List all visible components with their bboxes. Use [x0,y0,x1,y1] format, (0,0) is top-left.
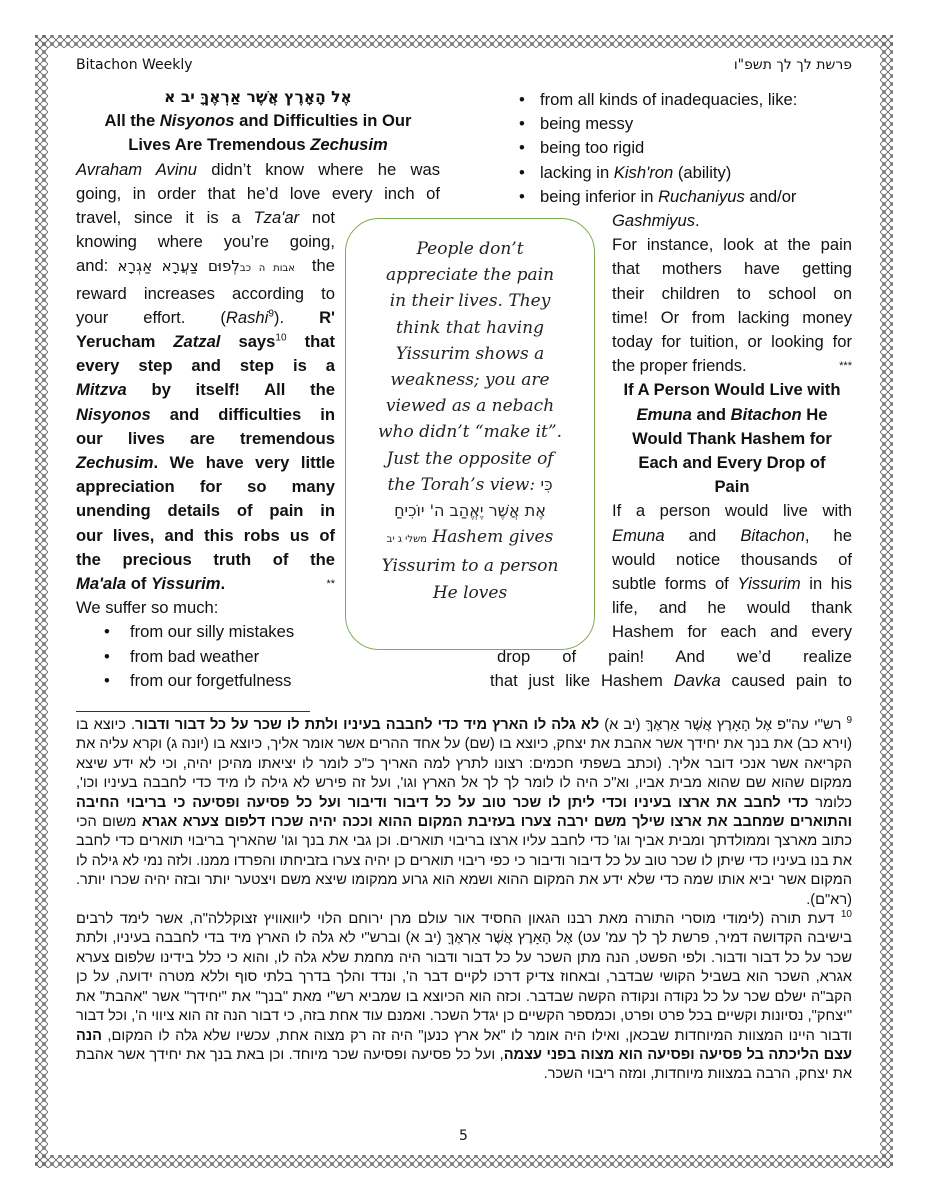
pull-quote-line: weakness; you are [390,370,550,391]
section-break-mark: *** [839,360,852,373]
text-run: Davka [673,670,721,690]
verse-heading: אֶל הָאָרֶץ אֲשֶׁר אַרְאֶךָּ יב א [164,88,352,106]
pull-quote-line: Yissurim to a person [381,556,559,577]
text-line [76,524,335,548]
bullet-item [515,185,852,209]
footnote-text: , ועל כל פסיעה ופסיעה שכר מיוחד. וכן באת בנך את יחידך אשר אהבת את יצחק, הרבה במצוות מיוחדות, ומזה ריבוי השכר. [76,1046,852,1083]
text-run: subtle forms of [612,574,738,594]
footnote-text: . כיוצא בו (וירא כב) את בנך את יחידך אשר אהבת את יצחק, כיוצא בו (שם) על אחד ההרים אשר אומר אליך, כיוצא בו (יונה ג) וקרא עליה את הקריאה אשר אנכי דובר אליך. (וכתב בשפתי חכמים: רצונו לתרץ למה האריך כ"כ לומר לו יציאתו מהיכן יהיה, וכי לא ידע שיצא ממקום שהוא שם שהוא מבית אביו, וא"כ היה לו לומר לך לך אל הארץ וגו', ועל זה פירש לא גילה לו מיד כדי לחבבה בעיניו וכו', כלומר [76,717,852,811]
text-run: going, in order that he’d love every inch of [76,183,440,203]
footnote-separator [76,711,310,712]
text-line [76,403,335,427]
text-run: from all kinds of inadequacies, like: [540,90,798,109]
text-run: , he [804,525,852,545]
text-run: Emuna [612,525,665,545]
article-heading [76,109,440,157]
text-run: Each and Every Drop of [638,453,826,473]
footnote [76,716,852,910]
text-line [76,378,335,402]
text-run: לְפוּם צַעֲרָא אַגְרָא [117,257,240,276]
heading-line [76,133,440,157]
text-run: . [220,574,226,594]
text-run: our lives are tremendous [76,428,335,448]
text-run: knowing where you’re going, [76,232,335,252]
text-run: would notice thousands of [612,549,852,569]
heading-line [612,378,852,402]
text-run: Zatzal [173,332,221,352]
text-line [76,158,440,182]
footnote-number: 9 [846,715,853,727]
pull-quote-line: viewed as a nebach [385,396,555,417]
text-run: lacking in [540,162,614,182]
footnotes [76,716,852,1085]
text-line [612,257,852,281]
text-run: in his [800,574,852,594]
text-line [76,572,335,596]
text-run: the precious truth of the [76,549,335,569]
text-line [612,524,852,548]
text-run: R' [319,307,335,327]
bullet-item: • from our forgetfulness [100,669,440,693]
text-line [76,499,335,523]
text-line [76,306,335,330]
text-run: travel, since it is a [76,208,254,228]
heading-line [612,475,852,499]
text-run: Bitachon [730,404,802,424]
text-line [76,451,335,475]
heading-line [612,403,852,427]
text-line [76,282,335,306]
text-line [612,499,852,523]
text-run: appreciation for so many [76,477,335,497]
bullet-list-right [515,88,852,209]
pull-quote-hebrew-verse: אֶת אֲשֶׁר יֶאֱהַב ה' יוֹכִיחַ [394,501,546,521]
pull-quote-line: He loves [432,582,508,603]
header-parsha: פרשת לך לך תשפ"ו [733,57,852,73]
pull-quote-line: Yissurim shows a [395,343,545,364]
text-line [612,548,852,572]
text-run: Nisyonos [76,404,151,424]
text-line [612,354,852,378]
text-run: life, and he would thank [612,598,852,618]
text-run: Nisyonos [159,111,235,131]
text-run: Tza'ar [253,208,300,228]
text-run: Emuna [636,404,692,424]
text-run: not [299,208,335,228]
heading-line [612,427,852,451]
text-line [612,209,852,233]
footnote-text: לא גלה לו הארץ מיד כדי לחבבה בעיניו ולתת לו שכר על כל דבור ודבור [135,717,600,733]
text-line [76,427,335,451]
text-run: and [691,404,731,424]
text-run: drop of pain! And we’d realize [497,646,852,666]
text-run: being too rigid [540,138,645,158]
text-run: time! Or from lacking money [612,307,852,327]
text-line [612,233,852,257]
footnote [76,910,852,1085]
text-run: If A Person Would Live with [623,380,841,400]
text-run: Kish'ron [613,162,674,182]
text-run: of [126,574,151,594]
text-run: and [664,525,741,545]
text-run: being inferior in [540,186,659,206]
pull-quote-line: Just the opposite of [386,448,554,469]
article-body-right [612,209,852,378]
text-line [612,306,852,330]
pull-quote-line: appreciate the pain [385,265,555,286]
text-run: and: [76,256,118,276]
text-run: 9 [268,308,274,320]
text-run: He [801,404,828,424]
text-line [76,354,335,378]
text-run: Yerucham [76,332,174,352]
footnote-text: הנה עצם הליכתה בל פסיעה ופסיעה הוא מצוה בפני עצמה [76,1027,852,1063]
text-run: (ability) [673,162,732,182]
text-run: and Difficulties in Our [234,111,412,131]
text-run: our lives, and this robs us of [76,525,335,545]
text-run: ). [273,307,320,327]
footnote-text: דעת תורה (לימודי מוסרי התורה מאת רבנו הגאון החסיד אור עולם מרן ירוחם הלוי ליוואוויץ זצוקללה"ה, אשר לימד לרבים בישיבה הקדושה דמיר, פרשת לך לך עמ' עט) אֶל הָאָרֶץ אֲשֶׁר אַרְאֶךָּ (יב א) וברש"י לא גלה לו הארץ מיד בדי לחבבה בעיניו, ולתת שכר על כל דבור ודבור. ולפי הפשט, הנה מתן השכר על כל דבור ודבור היה מחמת שלא גלה לו, והוא כי כלל בידינו שלפום צערא אגרא, השכר הוא בשביל הקושי שבדבר, ובאחוז צדיק דרכו לקיים דבר ה', ונדד והלך בדרך בלתי סוף וללא מטרה ידועה, על כן הקב"ה ישלם שכר על כל נקודה ונקודה הקשה שבדבר. וכזה הוא הכיוצא בו שמביא רש"י מאת "בנך" את "יחידך" אשר "אהבת" את "יצחק", נסיונות וקשיים בכל פרט ופרט, וכמספר הקשיים כן יגדל השכר. ואמנם עוד אחת בזה, כי דבור הנה זה הוא ציווי ה', וכל דבור ודבור היינו המצוות המיוחדות שבכאן, ואילו היה אומר לו "אל ארץ כנען" היה זה רק מצוה אחת, עכשיו שלא גלה לו המקום, [76,911,852,1044]
text-run: Zechusim [76,453,154,473]
text-line [76,475,335,499]
text-line [76,548,335,572]
pull-quote-line [346,472,594,498]
text-run: Zechusim [310,135,388,155]
text-run: their children to school on [612,283,852,303]
text-run: Ruchaniyus [658,186,745,206]
section-break-mark: ** [326,578,335,591]
text-line [612,620,852,644]
text-run: caused pain to [720,670,852,690]
text-run: . We have very little [153,453,335,473]
pull-quote-line: People don’t [416,239,524,259]
text-run: Gashmiyus [612,211,695,231]
text-run: says [220,332,276,352]
text-run: Pain [714,477,750,497]
pull-quote-line [346,524,594,553]
text-run: your effort. ( [76,307,226,327]
text-line [490,669,852,693]
heading-line [76,109,440,133]
pull-quote-source: משלי ג יב [386,534,427,546]
text-run: by itself! All the [126,380,335,400]
footnote-text: משום הכי כתוב מארצך וממולדתך ומבית אביך וגו' כדי לחבב עליו ארצו בריבוי תוארים. וכן גבי את בנך וגו' שהאריך בריבוי תוארים כדי לחבב את בנו בעיניו כדי שיתן לו שכר טוב על כל דיבור ודיבור כי כפי ריבוי תוארים כן יהיה צערו בזביחתו והפרדו ממנו. ולזה נמי לא גילה לו המקום אשר יביא אותו שמה כדי שלא ידע את המקום ההוא ושמא הוא גרוע ממקומו שיצא משם ויצטער יותר ובזה יהיה שכרו יותר. (רא"ם). [76,814,852,908]
text-run: the [302,256,335,276]
text-run: Mitzva [76,380,127,400]
text-run: that mothers have getting [612,259,852,279]
text-run: today for tuition, or looking for [612,332,852,352]
text-line [76,230,335,254]
text-run: reward increases according to [76,283,335,303]
text-run: Yissurim [737,574,801,594]
text-run: that [286,332,336,352]
text-run: and difficulties in [150,404,335,424]
section-heading [612,378,852,499]
text-line [612,282,852,306]
bullet-item [515,161,852,185]
pull-quote-line: think that having [396,317,544,338]
text-line [612,596,852,620]
text-run: For instance, look at the pain [612,235,852,255]
heading-line [612,451,852,475]
text-run: that just like Hashem [490,670,674,690]
bullet-item: • from bad weather [100,645,440,669]
footnote-text: רש"י עה"פ אֶל הָאָרֶץ אֲשֶׁר אַרְאֶךָּ (יב א) [599,717,842,733]
text-line [76,330,335,354]
text-run: Lives Are Tremendous [128,135,311,155]
text-line [76,254,335,281]
bullet-item [515,88,852,112]
text-line [76,206,335,230]
text-run: unending details of pain in [76,501,335,521]
text-run: being messy [540,114,634,134]
pull-quote-line: in their lives. They [389,291,551,312]
pull-quote-hebrew: כִּי [540,474,553,494]
text-run: every step and step is a [76,356,335,376]
footnote-text: כדי לחבב את ארצו בעיניו וכדי ליתן לו שכר טוב על כל דיבור ודיבור ועל כל פסיעה ופסיעה כי בריבוי החיבה והתוארים שמחבב את ארצו שילך משם ירבה צערו בעזיבת המקום ההוא וככה יהיה שכרו דלפום צערא אגרא [76,794,852,831]
text-run: Avraham Avinu [76,159,197,179]
text-run: Rashi [225,307,269,327]
text-run: אבות ה כב [239,263,303,275]
page-number: 5 [459,1128,468,1144]
text-run: didn’t know where he was [196,159,440,179]
pull-quote-text: Hashem gives [426,527,554,548]
footnote-number: 10 [840,909,852,921]
pull-quote-box [345,218,595,650]
text-run: Hashem for each and every [612,622,852,642]
text-run: and/or [744,186,797,206]
text-run: the proper friends. [612,356,747,376]
text-line [76,182,440,206]
text-line [612,572,852,596]
text-run: Would Thank Hashem for [632,428,832,448]
text-run: Bitachon [740,525,805,545]
text-run: . [695,211,700,231]
bullet-item: • from our silly mistakes [100,620,440,644]
bullet-item [515,136,852,160]
text-run: If a person would live with [612,501,852,521]
text-run: All the [104,111,160,131]
text-run: We suffer so much: [76,598,219,618]
header-publication-name: Bitachon Weekly [76,57,193,73]
text-run: Yissurim [150,574,221,594]
pull-quote-text: the Torah’s view: [387,474,541,495]
text-line [612,330,852,354]
bullet-item [515,112,852,136]
text-run: 10 [275,332,287,344]
text-run: Ma'ala [76,574,127,594]
pull-quote-line: who didn’t “make it”. [377,422,562,443]
